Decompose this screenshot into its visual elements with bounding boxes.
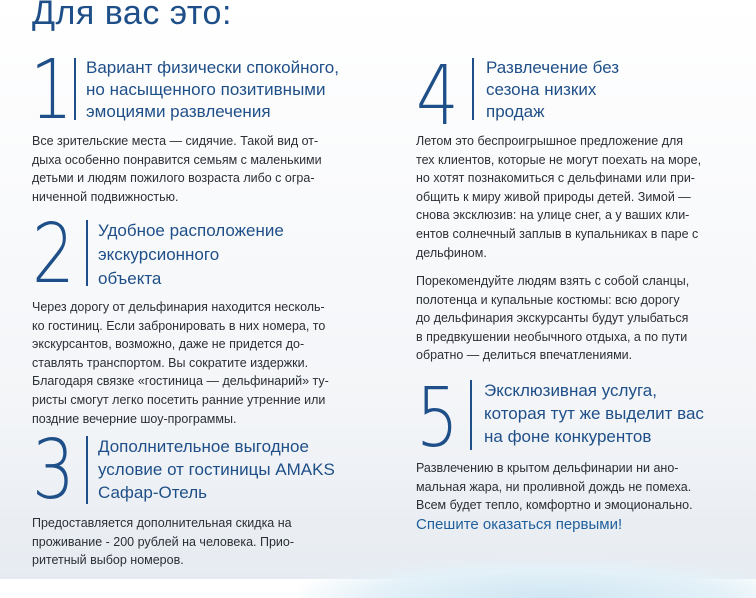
item-heading-4: Развлечение без сезона низких продаж bbox=[486, 58, 620, 121]
item-heading-5: Эксклюзивная услуга, которая тут же выделит вас на фоне конкурентов bbox=[484, 381, 704, 446]
item-number-5: 5 bbox=[416, 371, 459, 466]
item-body-4: Летом это беспроигрышное предложение для тех клиентов, которые не могут поехать на море, но хотят познакомиться с дельфинами или при- общить к миру живой природы детей. Зимой — снова эксклюзив: на улице снег, а у ваших кли- ентов солнечный заплыв в купальниках в паре с дельфином. bbox=[416, 134, 702, 260]
item-divider-4 bbox=[472, 58, 474, 120]
item-divider-5 bbox=[470, 380, 472, 450]
call-to-action: Спешите оказаться первыми! bbox=[416, 516, 623, 533]
item-number-3: 3 bbox=[32, 423, 75, 518]
item-heading-1: Вариант физически спокойного, но насыщенного позитивными эмоциями развлечения bbox=[86, 58, 339, 121]
page-title: Для вас это: bbox=[32, 0, 232, 32]
item-body-3: Предоставляется дополнительная скидка на проживание - 200 рублей на человека. Прио- ритетный выбор номеров. bbox=[32, 516, 294, 568]
item-body-4b: Порекомендуйте людям взять с собой сланцы, полотенца и купальные костюмы: всю дорогу до дельфинария экскурсанты будут улыбаться в предвкушении необычного отдыха, а по пути обратно — делиться впечатлениями. bbox=[416, 274, 690, 363]
item-body-2: Через дорогу от дельфинария находится несколь- ко гостиниц. Если забронировать в них номера, то экскурсантов, возможно, даже не придется до- ставлять транспортом. Вы сократите издержки. Благодаря связке «гостиница — дельфинарий» ту- ристы смогут легко посетить ранние утренние или поздние вечерние шоу-программы. bbox=[32, 300, 329, 426]
item-number-4: 4 bbox=[416, 49, 459, 144]
item-body-5: Развлечению в крытом дельфинарии ни ано- мальная жара, ни проливной дождь не помеха. Всем будет тепло, комфортно и эмоционально. bbox=[416, 461, 693, 513]
item-body-1: Все зрительские места — сидячие. Такой вид от- дыха особенно понравится семьям с маленькими детьми и людям пожилого возраста либо с огра- ниченной подвижностью. bbox=[32, 134, 322, 204]
item-heading-3: Дополнительное выгодное условие от гостиницы AMAKS Сафар-Отель bbox=[98, 437, 335, 502]
item-divider-2 bbox=[86, 220, 88, 286]
item-divider-3 bbox=[86, 436, 88, 504]
item-number-1: 1 bbox=[30, 43, 73, 138]
item-heading-2: Удобное расположение экскурсионного объекта bbox=[98, 221, 284, 288]
item-divider-1 bbox=[74, 58, 76, 120]
item-number-2: 2 bbox=[32, 207, 75, 302]
decorative-wave bbox=[300, 558, 756, 598]
